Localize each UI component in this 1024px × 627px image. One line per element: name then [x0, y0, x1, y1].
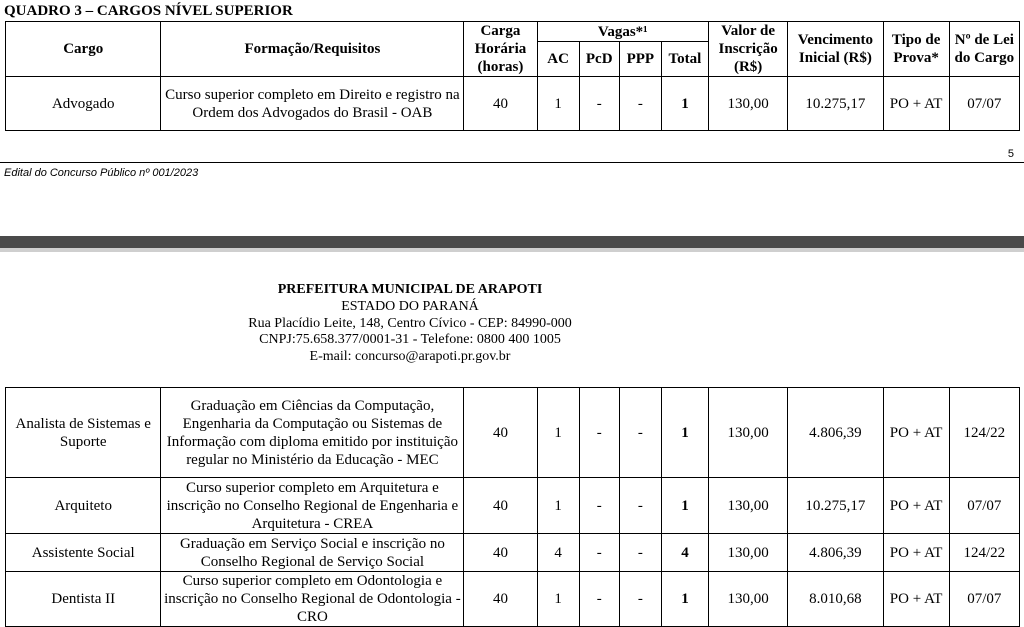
cell-valor: 130,00 — [709, 77, 788, 131]
table-row — [6, 388, 1020, 478]
cell-total: 1 — [661, 572, 708, 627]
header-pcd: PcD — [579, 42, 619, 77]
cell-vencimento: 10.275,17 — [788, 478, 883, 534]
cell-tipo: PO + AT — [883, 534, 949, 572]
footer-text: Edital do Concurso Público nº 001/2023 — [4, 167, 199, 179]
cell-tipo: PO + AT — [883, 388, 949, 478]
cell-lei: 07/07 — [949, 478, 1019, 534]
header-ppp: PPP — [619, 42, 661, 77]
cell-ac: 1 — [537, 478, 579, 534]
cell-ac: 4 — [537, 534, 579, 572]
cell-vencimento: 8.010,68 — [788, 572, 883, 627]
cell-vencimento: 4.806,39 — [788, 388, 883, 478]
page-break — [0, 236, 1024, 248]
page-number: 5 — [1007, 148, 1014, 160]
header-lei: Nº de Lei do Cargo — [949, 22, 1019, 77]
cell-carga: 40 — [464, 478, 537, 534]
cell-total: 1 — [661, 77, 708, 131]
header-vencimento: Vencimento Inicial (R$) — [788, 22, 883, 77]
header-carga: Carga Horária (horas) — [464, 22, 537, 77]
table-row — [6, 534, 1020, 572]
cell-carga: 40 — [464, 388, 537, 478]
header-valor: Valor de Inscrição (R$) — [709, 22, 788, 77]
header-vagas: Vagas*¹ — [537, 22, 708, 42]
table-row — [6, 478, 1020, 534]
cell-carga: 40 — [464, 534, 537, 572]
cell-ppp: - — [619, 388, 661, 478]
cell-ac: 1 — [537, 388, 579, 478]
org-state: ESTADO DO PARANÁ — [341, 299, 479, 314]
table-row — [6, 77, 1020, 131]
cell-formacao: Curso superior completo em Arquitetura e inscrição no Conselho Regional de Engenharia e Arquitetura - CREA — [161, 478, 464, 534]
org-cnpj: CNPJ:75.658.377/0001-31 - Telefone: 0800 400 1005 — [259, 332, 561, 347]
cell-vencimento: 10.275,17 — [788, 77, 883, 131]
cell-formacao: Curso superior completo em Direito e registro na Ordem dos Advogados do Brasil - OAB — [161, 77, 464, 131]
cell-lei: 07/07 — [949, 77, 1019, 131]
cell-ac: 1 — [537, 572, 579, 627]
org-email: E-mail: concurso@arapoti.pr.gov.br — [309, 349, 511, 364]
cell-formacao: Graduação em Serviço Social e inscrição no Conselho Regional de Serviço Social — [161, 534, 464, 572]
cell-lei: 07/07 — [949, 572, 1019, 627]
cell-total: 1 — [661, 388, 708, 478]
cell-ppp: - — [619, 534, 661, 572]
cell-ppp: - — [619, 478, 661, 534]
table-row — [6, 572, 1020, 627]
org-address: Rua Placídio Leite, 148, Centro Cívico - CEP: 84990-000 — [248, 316, 572, 331]
org-name: PREFEITURA MUNICIPAL DE ARAPOTI — [277, 282, 543, 297]
cell-total: 1 — [661, 478, 708, 534]
cell-ppp: - — [619, 572, 661, 627]
cell-valor: 130,00 — [709, 534, 788, 572]
cell-valor: 130,00 — [709, 388, 788, 478]
cell-pcd: - — [579, 572, 619, 627]
header-total: Total — [661, 42, 708, 77]
cell-lei: 124/22 — [949, 388, 1019, 478]
cell-ppp: - — [619, 77, 661, 131]
header-cargo: Cargo — [6, 22, 161, 77]
header-formacao: Formação/Requisitos — [161, 22, 464, 77]
cell-carga: 40 — [464, 572, 537, 627]
header-ac: AC — [537, 42, 579, 77]
cell-cargo: Advogado — [6, 77, 161, 131]
footer-divider — [0, 162, 1024, 163]
table-title: QUADRO 3 – CARGOS NÍVEL SUPERIOR — [4, 3, 293, 19]
cell-cargo: Assistente Social — [6, 534, 161, 572]
cell-pcd: - — [579, 534, 619, 572]
header-tipo: Tipo de Prova* — [883, 22, 949, 77]
page-break-shadow — [0, 248, 1024, 252]
cell-formacao: Curso superior completo em Odontologia e inscrição no Conselho Regional de Odontologia - CRO — [161, 572, 464, 627]
cell-tipo: PO + AT — [883, 478, 949, 534]
positions-table-header — [5, 21, 1020, 131]
cell-pcd: - — [579, 77, 619, 131]
positions-table-continued — [5, 387, 1020, 627]
cell-cargo: Dentista II — [6, 572, 161, 627]
cell-vencimento: 4.806,39 — [788, 534, 883, 572]
cell-valor: 130,00 — [709, 478, 788, 534]
cell-pcd: - — [579, 478, 619, 534]
cell-carga: 40 — [464, 77, 537, 131]
cell-total: 4 — [661, 534, 708, 572]
cell-valor: 130,00 — [709, 572, 788, 627]
cell-tipo: PO + AT — [883, 77, 949, 131]
cell-pcd: - — [579, 388, 619, 478]
cell-ac: 1 — [537, 77, 579, 131]
cell-lei: 124/22 — [949, 534, 1019, 572]
cell-formacao: Graduação em Ciências da Computação, Engenharia da Computação ou Sistemas de Informação com diploma emitido por instituição regular no Ministério da Educação - MEC — [161, 388, 464, 478]
cell-cargo: Analista de Sistemas e Suporte — [6, 388, 161, 478]
cell-tipo: PO + AT — [883, 572, 949, 627]
cell-cargo: Arquiteto — [6, 478, 161, 534]
